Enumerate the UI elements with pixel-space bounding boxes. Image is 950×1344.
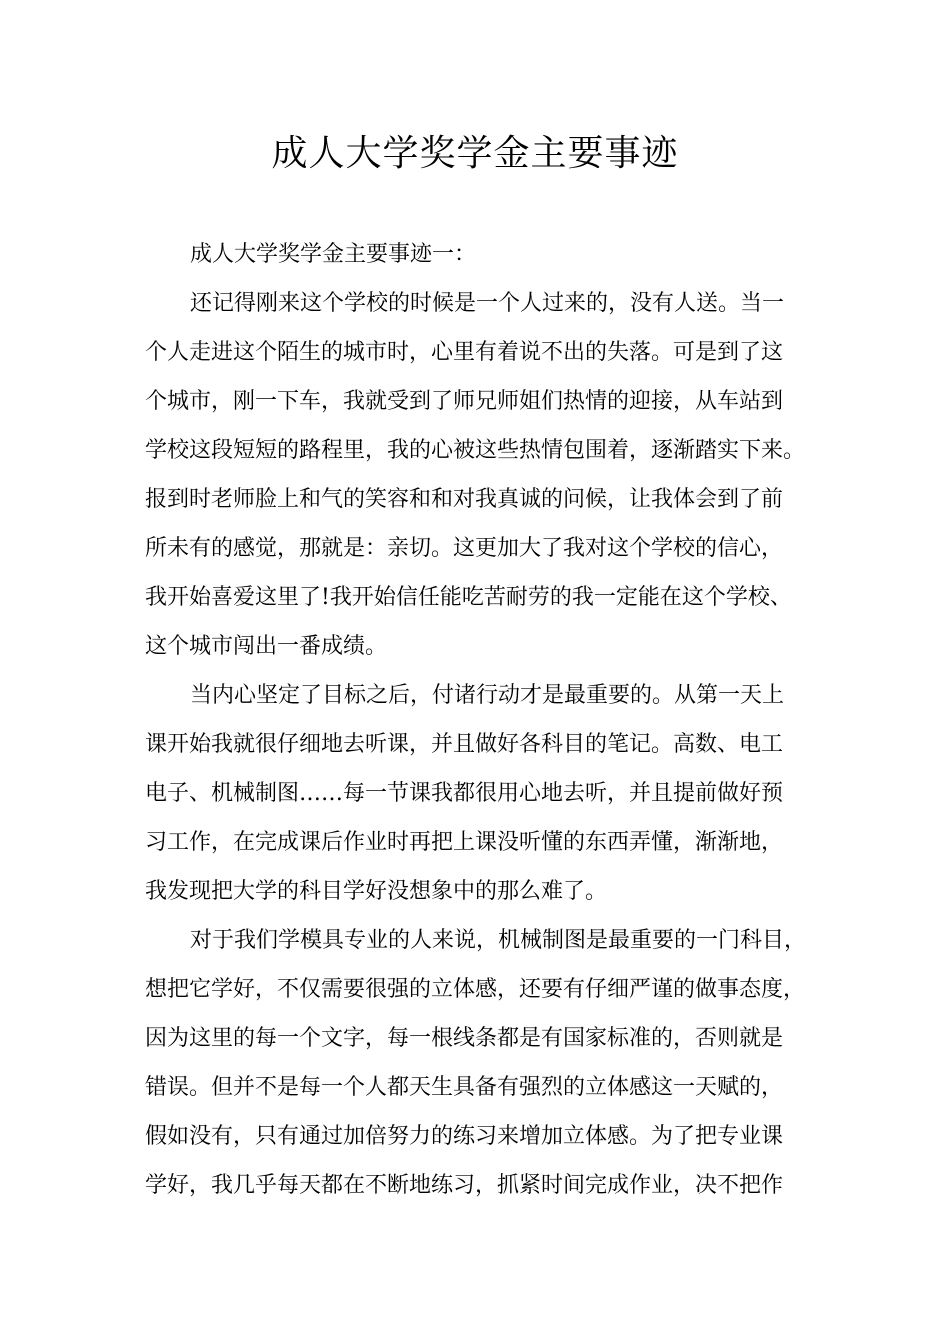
paragraph-line: 错误。但并不是每一个人都天生具备有强烈的立体感这一天赋的， [145, 1075, 784, 1100]
paragraph-line: 这个城市闯出一番成绩。 [145, 634, 388, 659]
paragraph-line: 习工作，在完成课后作业时再把上课没听懂的东西弄懂，渐渐地， [145, 830, 784, 855]
paragraph-line: 学好，我几乎每天都在不断地练习，抓紧时间完成作业，决不把作 [145, 1173, 784, 1198]
paragraph-line: 个人走进这个陌生的城市时，心里有着说不出的失落。可是到了这 [145, 340, 784, 365]
document-title: 成人大学奖学金主要事迹 [271, 133, 679, 174]
paragraph-line: 还记得刚来这个学校的时候是一个人过来的，没有人送。当一 [190, 291, 785, 316]
paragraph-line: 假如没有，只有通过加倍努力的练习来增加立体感。为了把专业课 [145, 1124, 784, 1149]
paragraph-line: 学校这段短短的路程里，我的心被这些热情包围着，逐渐踏实下来。 [145, 438, 806, 463]
paragraph-line: 电子、机械制图……每一节课我都很用心地去听，并且提前做好预 [145, 781, 784, 806]
paragraph-line: 我开始喜爱这里了!我开始信任能吃苦耐劳的我一定能在这个学校、 [145, 585, 792, 610]
paragraph-line: 对于我们学模具专业的人来说，机械制图是最重要的一门科目， [190, 928, 807, 953]
paragraph-line: 当内心坚定了目标之后，付诸行动才是最重要的。从第一天上 [190, 683, 785, 708]
paragraph-line: 因为这里的每一个文字，每一根线条都是有国家标准的，否则就是 [145, 1026, 784, 1051]
document-body [145, 230, 835, 1210]
paragraph-line: 所未有的感觉，那就是：亲切。这更加大了我对这个学校的信心， [145, 536, 784, 561]
paragraph-line: 想把它学好，不仅需要很强的立体感，还要有仔细严谨的做事态度， [145, 977, 806, 1002]
section-heading: 成人大学奖学金主要事迹一： [190, 242, 477, 267]
paragraph-line: 我发现把大学的科目学好没想象中的那么难了。 [145, 879, 608, 904]
paragraph-line: 个城市，刚一下车，我就受到了师兄师姐们热情的迎接，从车站到 [145, 389, 784, 414]
paragraph-line: 课开始我就很仔细地去听课，并且做好各科目的笔记。高数、电工 [145, 732, 784, 757]
paragraph-line: 报到时老师脸上和气的笑容和和对我真诚的问候，让我体会到了前 [145, 487, 784, 512]
